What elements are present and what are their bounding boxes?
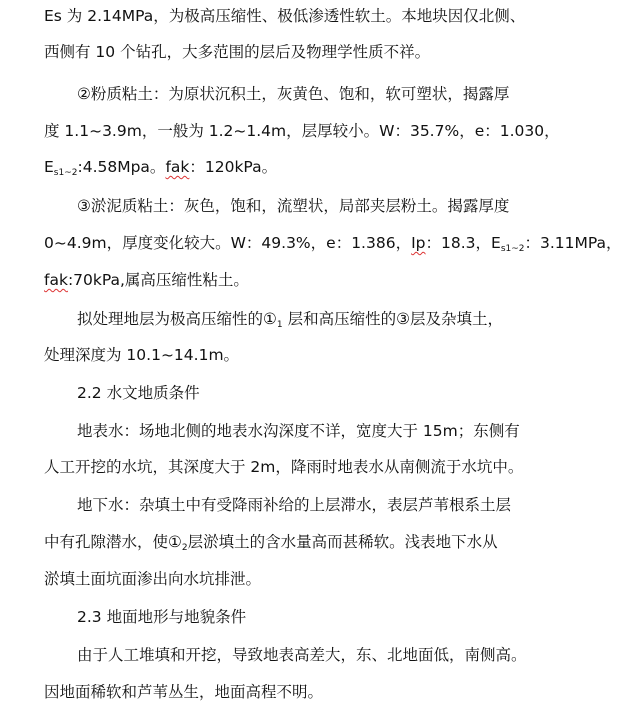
text-line — [44, 270, 249, 290]
subscript: 1 — [276, 320, 283, 330]
spellcheck-flagged-word: Ip — [411, 234, 426, 252]
text-run: 层淤填土的含水量高而甚稀软。浅表地下水从 — [187, 533, 498, 551]
text-line: 地表水：场地北侧的地表水沟深度不详，宽度大于 15m；东侧有 — [77, 422, 520, 440]
text-run: 拟处理地层为极高压缩性的① — [77, 310, 277, 328]
section-heading: 2.3 地面地形与地貌条件 — [77, 608, 247, 626]
section-heading: 2.2 水文地质条件 — [77, 384, 200, 402]
text-line: 人工开挖的水坑，其深度大于 2m，降雨时地表水从南侧流于水坑中。 — [44, 458, 524, 476]
subscript: 2 — [181, 543, 188, 553]
text-line — [44, 532, 498, 552]
text-line — [77, 309, 503, 329]
text-line: 西侧有 10 个钻孔，大多范围的层后及物理学性质不祥。 — [44, 43, 431, 61]
text-run: E — [44, 158, 54, 176]
text-run: 0~4.9m，厚度变化较大。W：49.3%，e：1.386， — [44, 234, 412, 252]
text-line — [44, 233, 622, 253]
text-run: 中有孔隙潜水，使① — [44, 533, 182, 551]
text-line: ③淤泥质粘土：灰色，饱和，流塑状，局部夹层粉土。揭露厚度 — [77, 197, 510, 215]
text-line — [44, 157, 277, 177]
text-line: 地下水：杂填土中有受降雨补给的上层滞水，表层芦苇根系土层 — [77, 496, 512, 514]
text-run: :4.58Mpa。 — [77, 158, 166, 176]
text-line: 处理深度为 10.1~14.1m。 — [44, 346, 240, 364]
text-run: ：3.11MPa， — [524, 234, 622, 252]
text-line: Es 为 2.14MPa，为极高压缩性、极低渗透性软土。本地块因仅北侧、 — [44, 7, 526, 25]
text-run: ：18.3，E — [425, 234, 501, 252]
text-line: 淤填土面坑面渗出向水坑排泄。 — [44, 570, 262, 588]
text-run: ：120kPa。 — [189, 158, 278, 176]
subscript: s1~2 — [53, 168, 78, 178]
text-line: 因地面稀软和芦苇丛生，地面高程不明。 — [44, 683, 324, 701]
text-run: 层和高压缩性的③层及杂填土， — [282, 310, 503, 328]
text-line: 度 1.1~3.9m，一般为 1.2~1.4m，层厚较小。W：35.7%，e：1.030， — [44, 122, 560, 140]
spellcheck-flagged-word: fak — [165, 158, 190, 176]
text-run: :70kPa,属高压缩性粘土。 — [67, 271, 249, 289]
spellcheck-flagged-word: fak — [44, 271, 68, 289]
subscript: s1~2 — [500, 244, 525, 254]
text-line: 由于人工堆填和开挖，导致地表高差大，东、北地面低，南侧高。 — [77, 646, 527, 664]
text-line: ②粉质粘土：为原状沉积土，灰黄色、饱和，软可塑状，揭露厚 — [77, 85, 510, 103]
